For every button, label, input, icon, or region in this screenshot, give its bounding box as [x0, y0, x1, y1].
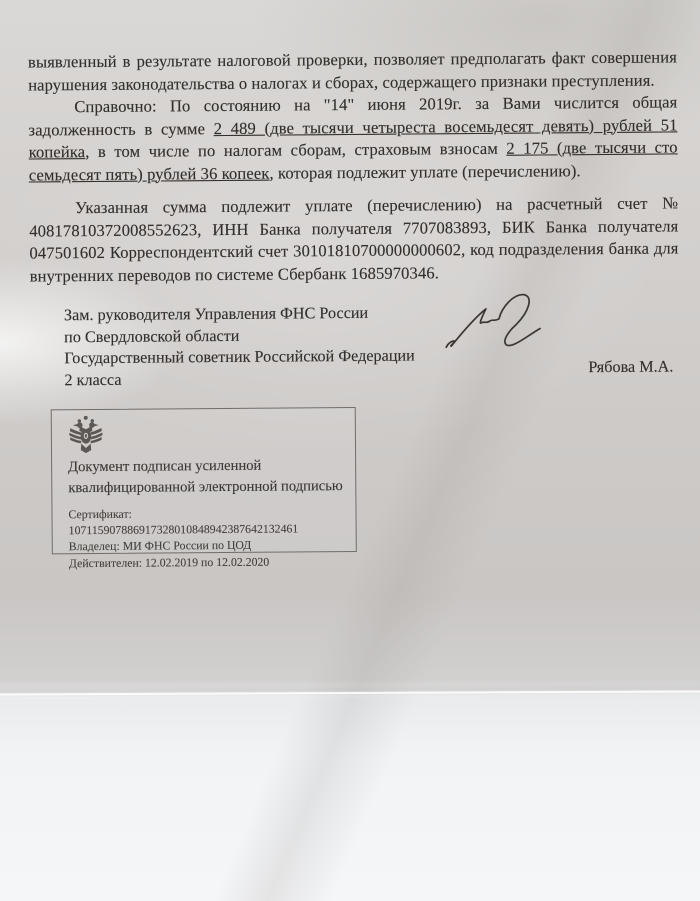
stamp-details: [68, 504, 354, 571]
russian-coat-of-arms-icon: [67, 414, 105, 455]
owner-value: МИ ФНС России по ЦОД: [122, 538, 252, 554]
debt-summary-middle: , в том числе по налогам сборам, страховым взносам: [85, 138, 507, 162]
handwritten-signature-icon: [436, 284, 557, 365]
stamp-title-line1: Документ подписан усиленной: [68, 457, 262, 476]
signatory-position-block: [64, 302, 485, 392]
paragraph-debt-summary: [28, 91, 678, 186]
debt-summary-lead: Справочно: По состоянию на "14" июня 2019г. за Вами числится общая задолженность в сумме: [28, 92, 678, 140]
paragraph-payment-details: Указанная сумма подлежит уплате (перечислению) на расчетный счет № 40817810372008552623, ИНН Банка получателя 7707083893, БИК Банка получателя 047501602 Корреспондентский счет 30101810700000000602, код подразделения банка для внутренних переводов по системе Сбербанк 1685970346.: [29, 193, 679, 286]
stamp-title-line2: квалифицированной электронной подписью: [68, 477, 343, 496]
certificate-label: Сертификат:: [68, 506, 132, 522]
signatory-position-line: 2 класса: [64, 370, 122, 390]
paragraph-violation: выявленный в результате налоговой проверки, позволяет предполагать факт совершения нарушения законодательства о налогах и сборах, содержащего признаки преступления.: [27, 47, 678, 95]
digital-signature-stamp: [51, 407, 357, 570]
certificate-number: 107115907886917328010848942387642132461: [68, 521, 299, 538]
letter-body: [28, 46, 679, 287]
validity-value: 12.02.2019 по 12.02.2020: [144, 554, 270, 570]
signatory-position-line: по Свердловской области: [64, 326, 240, 346]
signatory-position-line: Государственный советник Российской Федерации: [64, 346, 415, 368]
signatory-position-line: Зам. руководителя Управления ФНС России: [63, 303, 369, 325]
stamp-title: [68, 455, 348, 498]
owner-label: Владелец:: [68, 539, 120, 554]
debt-tax-amount: 2 175 (две тысячи сто семьдесят пять) рублей 36 копеек: [28, 137, 678, 185]
validity-label: Действителен:: [68, 555, 143, 570]
debt-total-amount: 2 489 (две тысячи четыреста восемьдесят девять) рублей 51 копейка: [28, 114, 678, 162]
signer-name: Рябова М.А.: [588, 357, 674, 377]
certificate-line: [68, 504, 353, 539]
debt-summary-tail: , которая подлежит уплате (перечислению).: [269, 160, 581, 183]
validity-line: [69, 553, 354, 571]
